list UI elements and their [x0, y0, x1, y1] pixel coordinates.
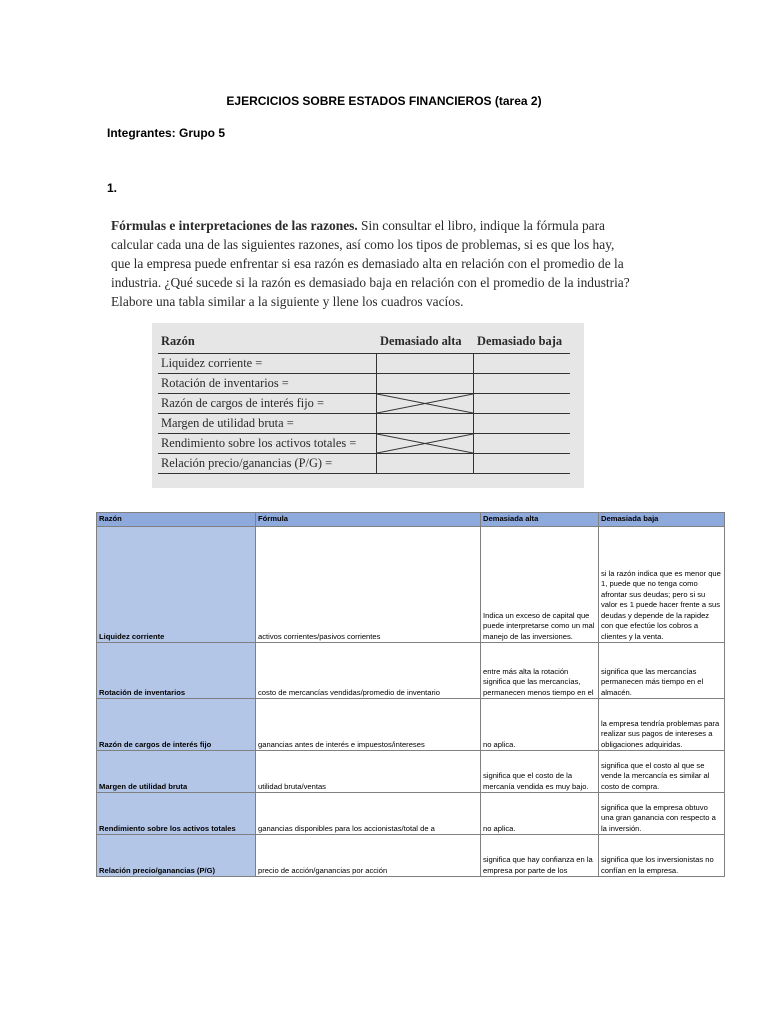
ratio-name: Razón de cargos de interés fijo	[97, 699, 256, 751]
textbook-table-row	[158, 394, 570, 414]
textbook-row-label: Liquidez corriente =	[158, 354, 376, 374]
textbook-table-row	[158, 414, 570, 434]
empty-cell	[376, 374, 473, 394]
table-row	[97, 751, 725, 793]
table-row	[97, 527, 725, 643]
high-cell: entre más alta la rotación significa que las mercancías, permanecen menos tiempo en el	[481, 643, 599, 699]
textbook-table-image	[152, 323, 584, 488]
ratio-name: Rotación de inventarios	[97, 643, 256, 699]
header-formula: Fórmula	[256, 513, 481, 527]
empty-cell	[376, 414, 473, 434]
header-ratio: Razón	[97, 513, 256, 527]
formula-cell: activos corrientes/pasivos corrientes	[256, 527, 481, 643]
textbook-table-row	[158, 434, 570, 454]
textbook-row-label: Rendimiento sobre los activos totales =	[158, 434, 376, 454]
header-low: Demasiada baja	[599, 513, 725, 527]
excerpt-body: Sin consultar el libro, indique la fórmula para calcular cada una de las siguientes razones, así como los tipos de problemas, si es que los hay, que la empresa puede enfrentar si esa razón es demasiado alta en relación con el promedio de la industria. ¿Qué sucede si la razón es demasiado baja en relación con el promedio de la industria? Elabore una tabla similar a la siguiente y llene los cuadros vacíos.	[111, 218, 630, 309]
textbook-table-row	[158, 454, 570, 474]
document-title: EJERCICIOS SOBRE ESTADOS FINANCIEROS (tarea 2)	[226, 94, 542, 108]
textbook-table-row	[158, 354, 570, 374]
high-cell: Indica un exceso de capital que puede interpretarse como un mal manejo de las inversiones.	[481, 527, 599, 643]
textbook-table	[158, 329, 570, 474]
empty-cell	[473, 354, 570, 374]
ratio-name: Relación precio/ganancias (P/G)	[97, 835, 256, 877]
textbook-table-row	[158, 374, 570, 394]
table-row	[97, 643, 725, 699]
empty-cell	[473, 434, 570, 454]
low-cell: si la razón indica que es menor que 1, puede que no tenga como afrontar sus deudas; pero si su valor es 1 puede hacer frente a sus deudas y depende de la rapidez con que efectúe los cobros a clientes y la venta.	[599, 527, 725, 643]
low-cell: significa que los inversionistas no confían en la empresa.	[599, 835, 725, 877]
members-line: Integrantes: Grupo 5	[107, 126, 226, 140]
answer-table	[96, 512, 725, 877]
question-number: 1.	[107, 181, 118, 195]
crossed-cell	[376, 434, 473, 454]
ratio-name: Rendimiento sobre los activos totales	[97, 793, 256, 835]
empty-cell	[376, 454, 473, 474]
textbook-header-high: Demasiado alta	[376, 329, 473, 354]
header-high: Demasiada alta	[481, 513, 599, 527]
textbook-row-label: Rotación de inventarios =	[158, 374, 376, 394]
formula-cell: precio de acción/ganancias por acción	[256, 835, 481, 877]
textbook-table-header	[158, 329, 570, 354]
empty-cell	[473, 374, 570, 394]
textbook-row-label: Relación precio/ganancias (P/G) =	[158, 454, 376, 474]
table-row	[97, 835, 725, 877]
formula-cell: costo de mercancías vendidas/promedio de inventario	[256, 643, 481, 699]
cross-mark-icon	[377, 394, 473, 413]
high-cell: no aplica.	[481, 699, 599, 751]
formula-cell: ganancias disponibles para los accionistas/total de a	[256, 793, 481, 835]
table-row	[97, 793, 725, 835]
empty-cell	[376, 354, 473, 374]
textbook-row-label: Razón de cargos de interés fijo =	[158, 394, 376, 414]
empty-cell	[473, 394, 570, 414]
table-row	[97, 699, 725, 751]
excerpt-lead: Fórmulas e interpretaciones de las razones.	[111, 218, 358, 233]
textbook-row-label: Margen de utilidad bruta =	[158, 414, 376, 434]
textbook-header-ratio: Razón	[158, 329, 376, 354]
low-cell: significa que el costo al que se vende la mercancía es similar al costo de compra.	[599, 751, 725, 793]
excerpt-paragraph	[111, 216, 631, 311]
low-cell: significa que la empresa obtuvo una gran ganancia con respecto a la inversión.	[599, 793, 725, 835]
ratio-name: Margen de utilidad bruta	[97, 751, 256, 793]
empty-cell	[473, 454, 570, 474]
cross-mark-icon	[377, 434, 473, 453]
formula-cell: utilidad bruta/ventas	[256, 751, 481, 793]
low-cell: la empresa tendría problemas para realizar sus pagos de intereses a obligaciones adquiridas.	[599, 699, 725, 751]
low-cell: significa que las mercancías permanecen más tiempo en el almacén.	[599, 643, 725, 699]
answer-table-header	[97, 513, 725, 527]
high-cell: significa que hay confianza en la empresa por parte de los	[481, 835, 599, 877]
empty-cell	[473, 414, 570, 434]
high-cell: no aplica.	[481, 793, 599, 835]
crossed-cell	[376, 394, 473, 414]
formula-cell: ganancias antes de interés e impuestos/intereses	[256, 699, 481, 751]
textbook-header-low: Demasiado baja	[473, 329, 570, 354]
ratio-name: Liquidez corriente	[97, 527, 256, 643]
high-cell: significa que el costo de la mercanía vendida es muy bajo.	[481, 751, 599, 793]
